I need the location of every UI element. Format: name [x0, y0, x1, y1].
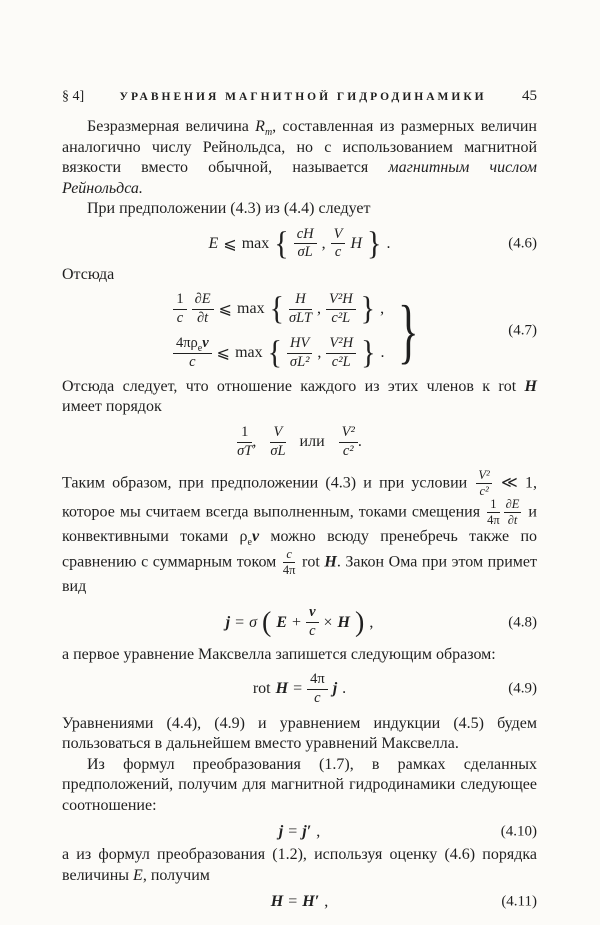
denominator: σL	[270, 442, 286, 459]
vector-variable: j	[225, 613, 231, 631]
leq-operator: ⩽	[218, 301, 233, 319]
equation-4-6	[62, 227, 537, 262]
vector-variable: H	[275, 680, 289, 698]
vector-variable: j	[278, 823, 284, 840]
sigma-symbol: σ	[249, 613, 258, 631]
variable: E	[133, 866, 143, 884]
rot-operator: rot	[252, 680, 271, 698]
fraction	[173, 336, 212, 371]
variable: R	[255, 118, 265, 135]
comma: ,	[317, 344, 322, 362]
period: .	[357, 432, 362, 450]
variable: H	[350, 234, 363, 252]
equation-number: (4.6)	[508, 235, 537, 252]
denominator: 4π	[282, 562, 296, 577]
vector-variable: H	[337, 613, 350, 631]
vector-variable-prime: H′	[302, 893, 320, 910]
text-run: и конвективными токами ρ	[62, 503, 537, 545]
numerator: V²	[339, 425, 358, 443]
comma: ,	[324, 893, 329, 910]
leq-operator: ⩽	[216, 345, 231, 363]
left-brace: {	[269, 290, 284, 327]
numerator: cH	[294, 227, 317, 245]
max-function: max	[241, 234, 270, 252]
equation-4-11	[62, 893, 537, 911]
var-reynolds-magnetic	[255, 118, 273, 139]
equals-operator: =	[288, 893, 298, 910]
numerator: 1	[237, 425, 252, 443]
equation-row	[173, 336, 385, 371]
inline-fraction	[476, 469, 491, 498]
denominator: c	[189, 353, 196, 370]
subscript: e	[197, 342, 203, 354]
text-run: Отсюда	[62, 266, 115, 284]
vector-variable: v	[202, 334, 209, 351]
paragraph-lead-in	[62, 199, 537, 220]
fraction-group	[339, 425, 362, 460]
denominator: c	[334, 244, 342, 261]
numerator: v	[306, 605, 318, 623]
section-marker: § 4]	[62, 89, 85, 104]
denominator: σL²	[289, 353, 310, 370]
denominator: c²	[342, 442, 354, 459]
text-run: Уравнениями (4.4), (4.9) и уравнением индукции (4.5) будем пользоваться в дальнейшем вместо уравнений Максвелла.	[62, 714, 537, 752]
paragraph-thus	[62, 469, 537, 598]
fraction	[326, 336, 356, 371]
left-brace: {	[274, 225, 289, 262]
max-function: max	[235, 344, 263, 362]
equation-row	[173, 292, 385, 327]
or-word: или	[299, 433, 325, 451]
comma: ,	[369, 613, 374, 631]
text-run: Таким образом, при предположении (4.3) и при условии	[62, 473, 475, 491]
fraction	[237, 425, 252, 460]
denominator: ∂t	[197, 309, 209, 326]
text-run: Безразмерная величина	[87, 118, 256, 135]
variable: E	[208, 234, 219, 252]
numerator: V	[270, 425, 285, 443]
numerator: 1	[487, 498, 500, 513]
comma: ,	[380, 300, 385, 318]
equation-4-9	[62, 672, 537, 707]
numerator: 4π	[307, 672, 328, 690]
cross-product-operator: ×	[323, 613, 333, 631]
fraction	[289, 292, 312, 327]
denominator: c²L	[331, 353, 351, 370]
vector-variable: H	[524, 377, 537, 395]
fraction	[326, 292, 356, 327]
equation-4-8	[62, 605, 537, 640]
plus-operator: +	[292, 613, 302, 631]
vector-variable: j	[332, 680, 338, 698]
numerator: c	[283, 548, 296, 563]
denominator: ∂t	[507, 512, 518, 527]
paragraph-otsyuda	[62, 265, 537, 286]
denominator: 4π	[487, 512, 500, 527]
equation-order	[62, 425, 537, 460]
inline-fraction	[487, 498, 500, 527]
denominator: σT	[237, 442, 253, 459]
numerator: V²	[476, 469, 491, 484]
fraction	[307, 672, 328, 707]
paragraph-ratio	[62, 377, 537, 418]
text-run: Из формул преобразования (1.7), в рамках сделанных предположений, получим для магнитной гидродинамики следующее соотношение:	[62, 755, 537, 814]
equation-number: (4.7)	[508, 322, 537, 339]
left-brace: {	[267, 334, 283, 371]
equation-number: (4.10)	[500, 823, 537, 840]
text-run: Отсюда следует, что отношение каждого из этих членов к rot	[62, 377, 525, 395]
denominator: c	[309, 623, 316, 640]
denominator: c²	[479, 483, 489, 498]
comma: ,	[321, 234, 326, 252]
text-run: . Закон Ома при этом примет вид	[62, 552, 537, 595]
period: .	[380, 344, 385, 362]
numerator: H	[289, 292, 312, 310]
fraction	[270, 425, 285, 460]
text-run: можно всюду пренебречь также по сравнению с суммарным током	[62, 528, 538, 570]
comma: ,	[316, 823, 321, 840]
fraction	[339, 425, 358, 460]
equation-number: (4.11)	[501, 893, 537, 910]
period: .	[386, 234, 391, 252]
page-number: 45	[522, 88, 537, 104]
numerator: V²H	[326, 292, 356, 310]
emphasized-term: магнитным числом Рейнольдса.	[62, 159, 538, 197]
equation-4-7	[62, 292, 537, 371]
comma: ,	[252, 432, 257, 450]
paragraph-transform	[62, 755, 537, 817]
denominator: c	[176, 309, 184, 326]
numerator: HV	[287, 336, 312, 354]
text-run: , составленная из размерных величин аналогично числу Рейнольдса, но с использованием магнитной вязкости вместо обычной, называется	[62, 118, 537, 176]
running-title: УРАВНЕНИЯ МАГНИТНОЙ ГИДРОДИНАМИКИ	[119, 91, 487, 103]
equation-stack	[173, 292, 385, 371]
fraction	[294, 227, 317, 262]
equation-number: (4.9)	[508, 680, 537, 697]
equals-operator: =	[293, 680, 303, 698]
numerator: ∂E	[504, 498, 522, 513]
paragraph-estimate	[62, 845, 537, 886]
denominator: σLT	[288, 309, 312, 326]
numerator	[173, 336, 212, 354]
numerator: 1	[173, 292, 186, 310]
text-run: а из формул преобразования (1.2), используя оценку (4.6) порядка величины	[62, 846, 537, 884]
vector-variable: H	[270, 893, 284, 910]
equals-operator: =	[288, 823, 298, 840]
denominator: c	[314, 689, 321, 706]
text-run: а первое уравнение Максвелла запишется следующим образом:	[62, 646, 496, 664]
numerator: V	[331, 227, 346, 245]
page-header	[62, 88, 537, 105]
left-paren: (	[262, 606, 272, 638]
fraction	[173, 292, 186, 327]
grouping-brace: }	[398, 290, 420, 371]
term: 4πρ	[175, 334, 198, 351]
text-run: При предположении (4.3) из (4.4) следует	[87, 200, 371, 217]
numerator: ∂E	[192, 292, 214, 310]
subscript: m	[264, 127, 273, 139]
comma: ,	[316, 300, 321, 318]
paragraph-maxwell	[62, 645, 537, 666]
leq-operator: ⩽	[223, 235, 237, 253]
equation-4-10	[62, 823, 537, 841]
text-run: rot	[297, 552, 325, 570]
max-function: max	[237, 300, 265, 318]
vector-variable: E	[276, 613, 288, 631]
right-brace: }	[367, 225, 382, 262]
fraction	[306, 605, 318, 640]
denominator: c²L	[331, 309, 351, 326]
fraction	[192, 292, 214, 327]
denominator: σL	[297, 244, 313, 261]
paragraph-intro	[62, 117, 537, 199]
subscript: e	[247, 537, 252, 549]
right-brace: }	[360, 290, 376, 327]
equation-number: (4.8)	[508, 614, 537, 631]
paragraph-equations-use	[62, 714, 537, 755]
vector-variable: v	[251, 528, 260, 545]
vector-variable-prime: j′	[302, 823, 312, 840]
inline-fraction	[504, 498, 522, 527]
text-run: имеет порядок	[62, 398, 162, 416]
numerator: V²H	[326, 336, 356, 354]
period: .	[342, 680, 347, 698]
text-run: , получим	[142, 866, 210, 884]
vector-variable: H	[324, 552, 337, 570]
right-brace: }	[361, 334, 376, 371]
inline-fraction	[283, 548, 296, 577]
right-paren: )	[355, 606, 365, 638]
equals-operator: =	[235, 613, 245, 631]
fraction	[287, 336, 312, 371]
fraction	[331, 227, 346, 262]
fraction-group	[237, 425, 256, 460]
text-run: ≪ 1, которое мы считаем всегда выполненным, токами смещения	[62, 473, 538, 521]
